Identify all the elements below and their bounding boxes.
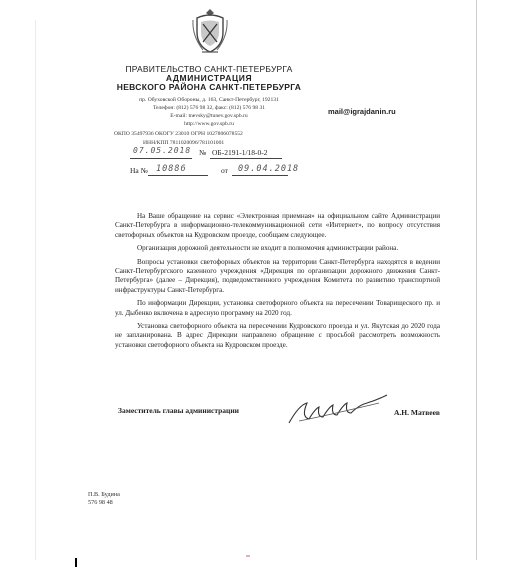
paragraph-kudrovo: Установка светофорного объекта на пересечении Кудровского проезда и ул. Якутская до 2020 года не запланирована. В адрес Дирекции направлено обращение с просьбой рассмотреть возможность установки светофорного объекта на Кудровском проезде. — [115, 322, 440, 349]
signatory-name: А.Н. Матвеев — [394, 408, 440, 417]
executor-phone: 576 98 48 — [88, 499, 113, 506]
incoming-number-underline — [148, 175, 208, 176]
administration-title: АДМИНИСТРАЦИЯ — [165, 73, 253, 83]
incoming-date-underline — [232, 175, 288, 176]
page-edge-right — [476, 0, 477, 560]
incoming-date: 09.04.2018 — [238, 164, 300, 174]
paragraph-program: По информации Дирекции, установка светофорного объекта на пересечении Товарищеского пр. и ул. Дыбенко включена в адресную программу на 2020 год. — [115, 299, 440, 317]
number-label: № — [199, 148, 207, 157]
signatory-role: Заместитель главы администрации — [118, 406, 240, 415]
handwritten-signature — [285, 393, 395, 429]
paragraph-directorate: Вопросы установки светофорных объектов на территории Санкт-Петербурга находятся в ведении Санкт-Петербургского казенного учреждения «Дирекция по организации дорожного движения Санкт-Петербурга» (далее – Дирекция), подведомственного учреждения Комитета по развитию транспортной инфраструктуры Санкт-Петербурга. — [115, 257, 440, 294]
postal-address: пр. Обуховской Обороны, д. 163, Санкт-Петербург, 192131 — [139, 97, 279, 103]
registration-codes: ОКПО 35497936 ОКОГУ 23010 ОГРН 1027806078552 — [114, 131, 243, 137]
website-address: http://www.gov.spb.ru — [184, 121, 234, 127]
number-underline — [210, 158, 282, 159]
date-underline — [130, 158, 192, 159]
letter-body — [115, 212, 440, 354]
from-label: от — [221, 166, 228, 175]
reference-label: На № — [130, 166, 148, 175]
text-cursor — [75, 558, 77, 567]
paragraph-intro: На Ваше обращение на сервис «Электронная приемная» на официальном сайте Администрации Санкт-Петербурга в информационно-телекоммуникационной сети «Интернет», по вопросу отсутствия светофорных объектов на Кудровском проезде, сообщаем следующее. — [115, 212, 440, 239]
inn-kpp: ИНН/КПП 7811020096/781101001 — [143, 140, 225, 146]
email-address: E-mail: tnevsky@tunev.gov.spb.ru — [170, 113, 248, 119]
outgoing-number: ОБ-2191-1/18-0-2 — [212, 148, 268, 157]
executor-name: П.В. Будина — [88, 491, 120, 498]
district-name: НЕВСКОГО РАЙОНА САНКТ-ПЕТЕРБУРГА — [116, 82, 302, 92]
phone-fax: Телефон: (812) 576 98 32, факс: (812) 576 98 31 — [152, 105, 266, 111]
coat-of-arms-icon — [190, 6, 230, 58]
outgoing-date: 07.05.2018 — [133, 146, 192, 155]
paragraph-authority: Организация дорожной деятельности не входит в полномочия администрации района. — [137, 244, 399, 253]
scan-artifact — [246, 555, 250, 557]
page-edge-left — [35, 20, 36, 560]
incoming-number: 10886 — [156, 164, 187, 174]
government-name: ПРАВИТЕЛЬСТВО САНКТ-ПЕТЕРБУРГА — [125, 64, 293, 74]
recipient-email: mail@igrajdanin.ru — [328, 107, 396, 116]
